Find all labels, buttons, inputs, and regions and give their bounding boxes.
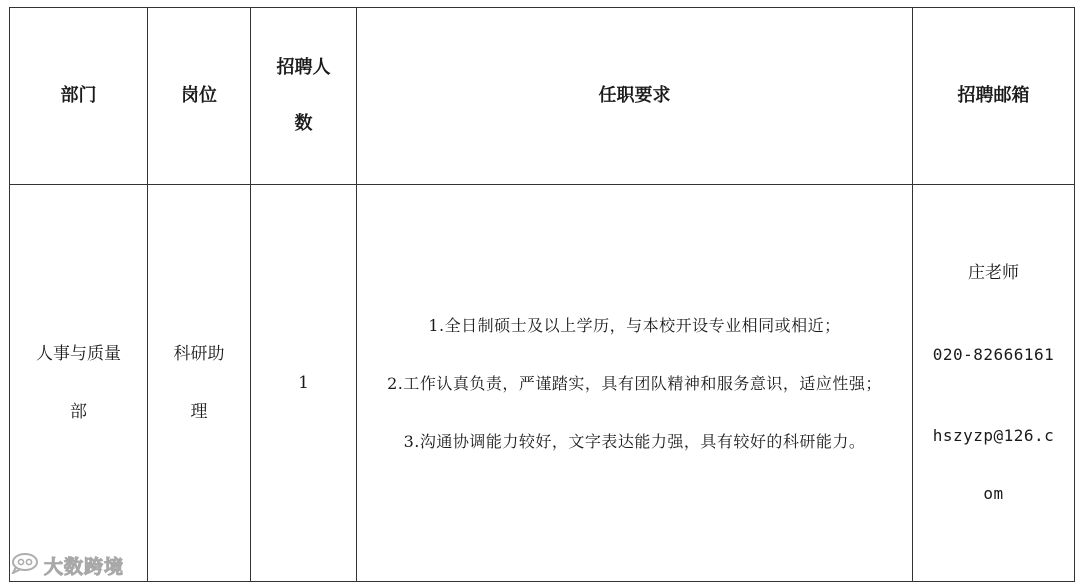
contact-email-line1[interactable]: hszyzp@126.c [932,425,1055,445]
cell-headcount [251,185,357,582]
requirement-item-3: 3.沟通协调能力较好，文字表达能力强，具有较好的科研能力。 [403,431,866,451]
contact-name: 庄老师 [968,262,1019,283]
speech-bubble-logo-icon [10,552,40,578]
table-header-row [10,8,1075,185]
headcount-value: 1 [298,373,309,393]
position-line2: 理 [190,402,208,422]
cell-contact [913,185,1075,582]
header-position: 岗位 [148,8,251,185]
requirement-item-1: 1.全日制硕士及以上学历，与本校开设专业相同或相近； [428,315,841,335]
position-line1: 科研助 [173,344,225,364]
recruitment-table [9,7,1075,582]
header-headcount-line2: 数 [294,113,313,134]
contact-phone: 020-82666161 [932,344,1055,364]
cell-requirements [357,185,913,582]
watermark-text: 大数跨境 [44,555,125,578]
header-headcount [251,8,357,185]
department-line1: 人事与质量 [36,344,121,364]
watermark [10,552,124,578]
cell-department [10,185,148,582]
header-requirements: 任职要求 [357,8,913,185]
department-line2: 部 [70,402,87,422]
cell-position [148,185,251,582]
header-headcount-line1: 招聘人 [276,57,331,78]
requirement-item-2: 2.工作认真负责，严谨踏实，具有团队精神和服务意识，适应性强； [387,373,882,393]
table-row [10,185,1075,582]
header-email: 招聘邮箱 [913,8,1075,185]
contact-email-line2[interactable]: om [983,483,1004,503]
header-department: 部门 [10,8,148,185]
